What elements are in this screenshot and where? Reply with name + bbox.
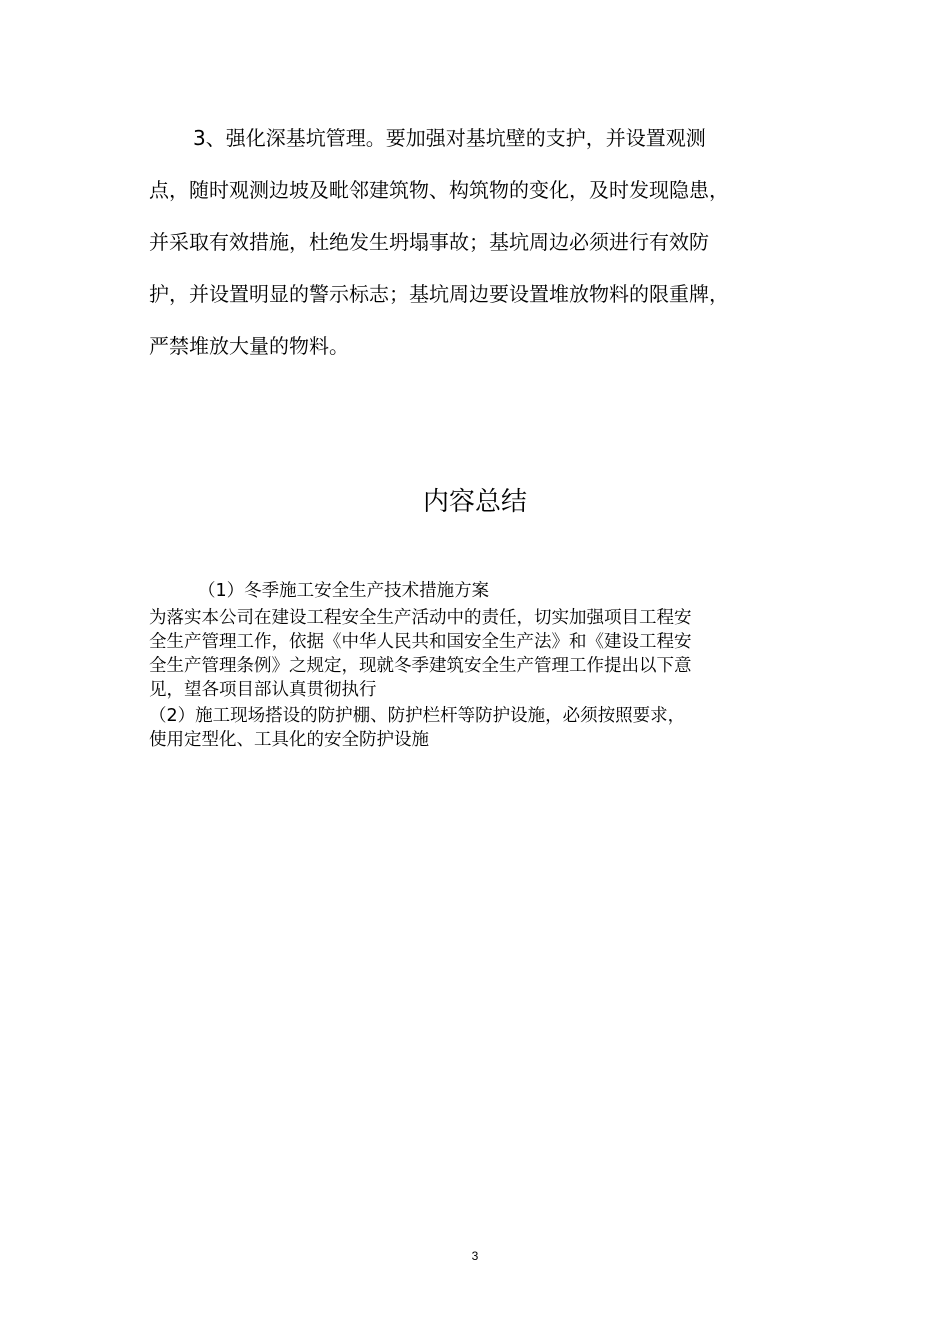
body-line-5: 严禁堆放大量的物料。: [149, 334, 349, 358]
body-line-4: 护，并设置明显的警示标志；基坑周边要设置堆放物料的限重牌，: [149, 282, 729, 306]
summary-line-7: 使用定型化、工具化的安全防护设施: [149, 730, 429, 750]
summary-line-5: 见，望各项目部认真贯彻执行: [149, 680, 377, 700]
page-number: 3: [471, 1249, 479, 1263]
body-line-3: 并采取有效措施，杜绝发生坍塌事故；基坑周边必须进行有效防: [149, 230, 709, 254]
body-line-1: 3、强化深基坑管理。要加强对基坑壁的支护，并设置观测: [193, 126, 706, 150]
summary-line-6: （2）施工现场搭设的防护棚、防护栏杆等防护设施，必须按照要求，: [149, 706, 686, 726]
body-line-2: 点，随时观测边坡及毗邻建筑物、构筑物的变化，及时发现隐患，: [149, 178, 729, 202]
summary-line-3: 全生产管理工作，依据《中华人民共和国安全生产法》和《建设工程安: [149, 632, 692, 652]
summary-line-4: 全生产管理条例》之规定，现就冬季建筑安全生产管理工作提出以下意: [149, 656, 692, 676]
summary-line-2: 为落实本公司在建设工程安全生产活动中的责任，切实加强项目工程安: [149, 608, 692, 628]
summary-heading: 内容总结: [422, 487, 527, 517]
summary-line-1: （1）冬季施工安全生产技术措施方案: [198, 581, 490, 601]
